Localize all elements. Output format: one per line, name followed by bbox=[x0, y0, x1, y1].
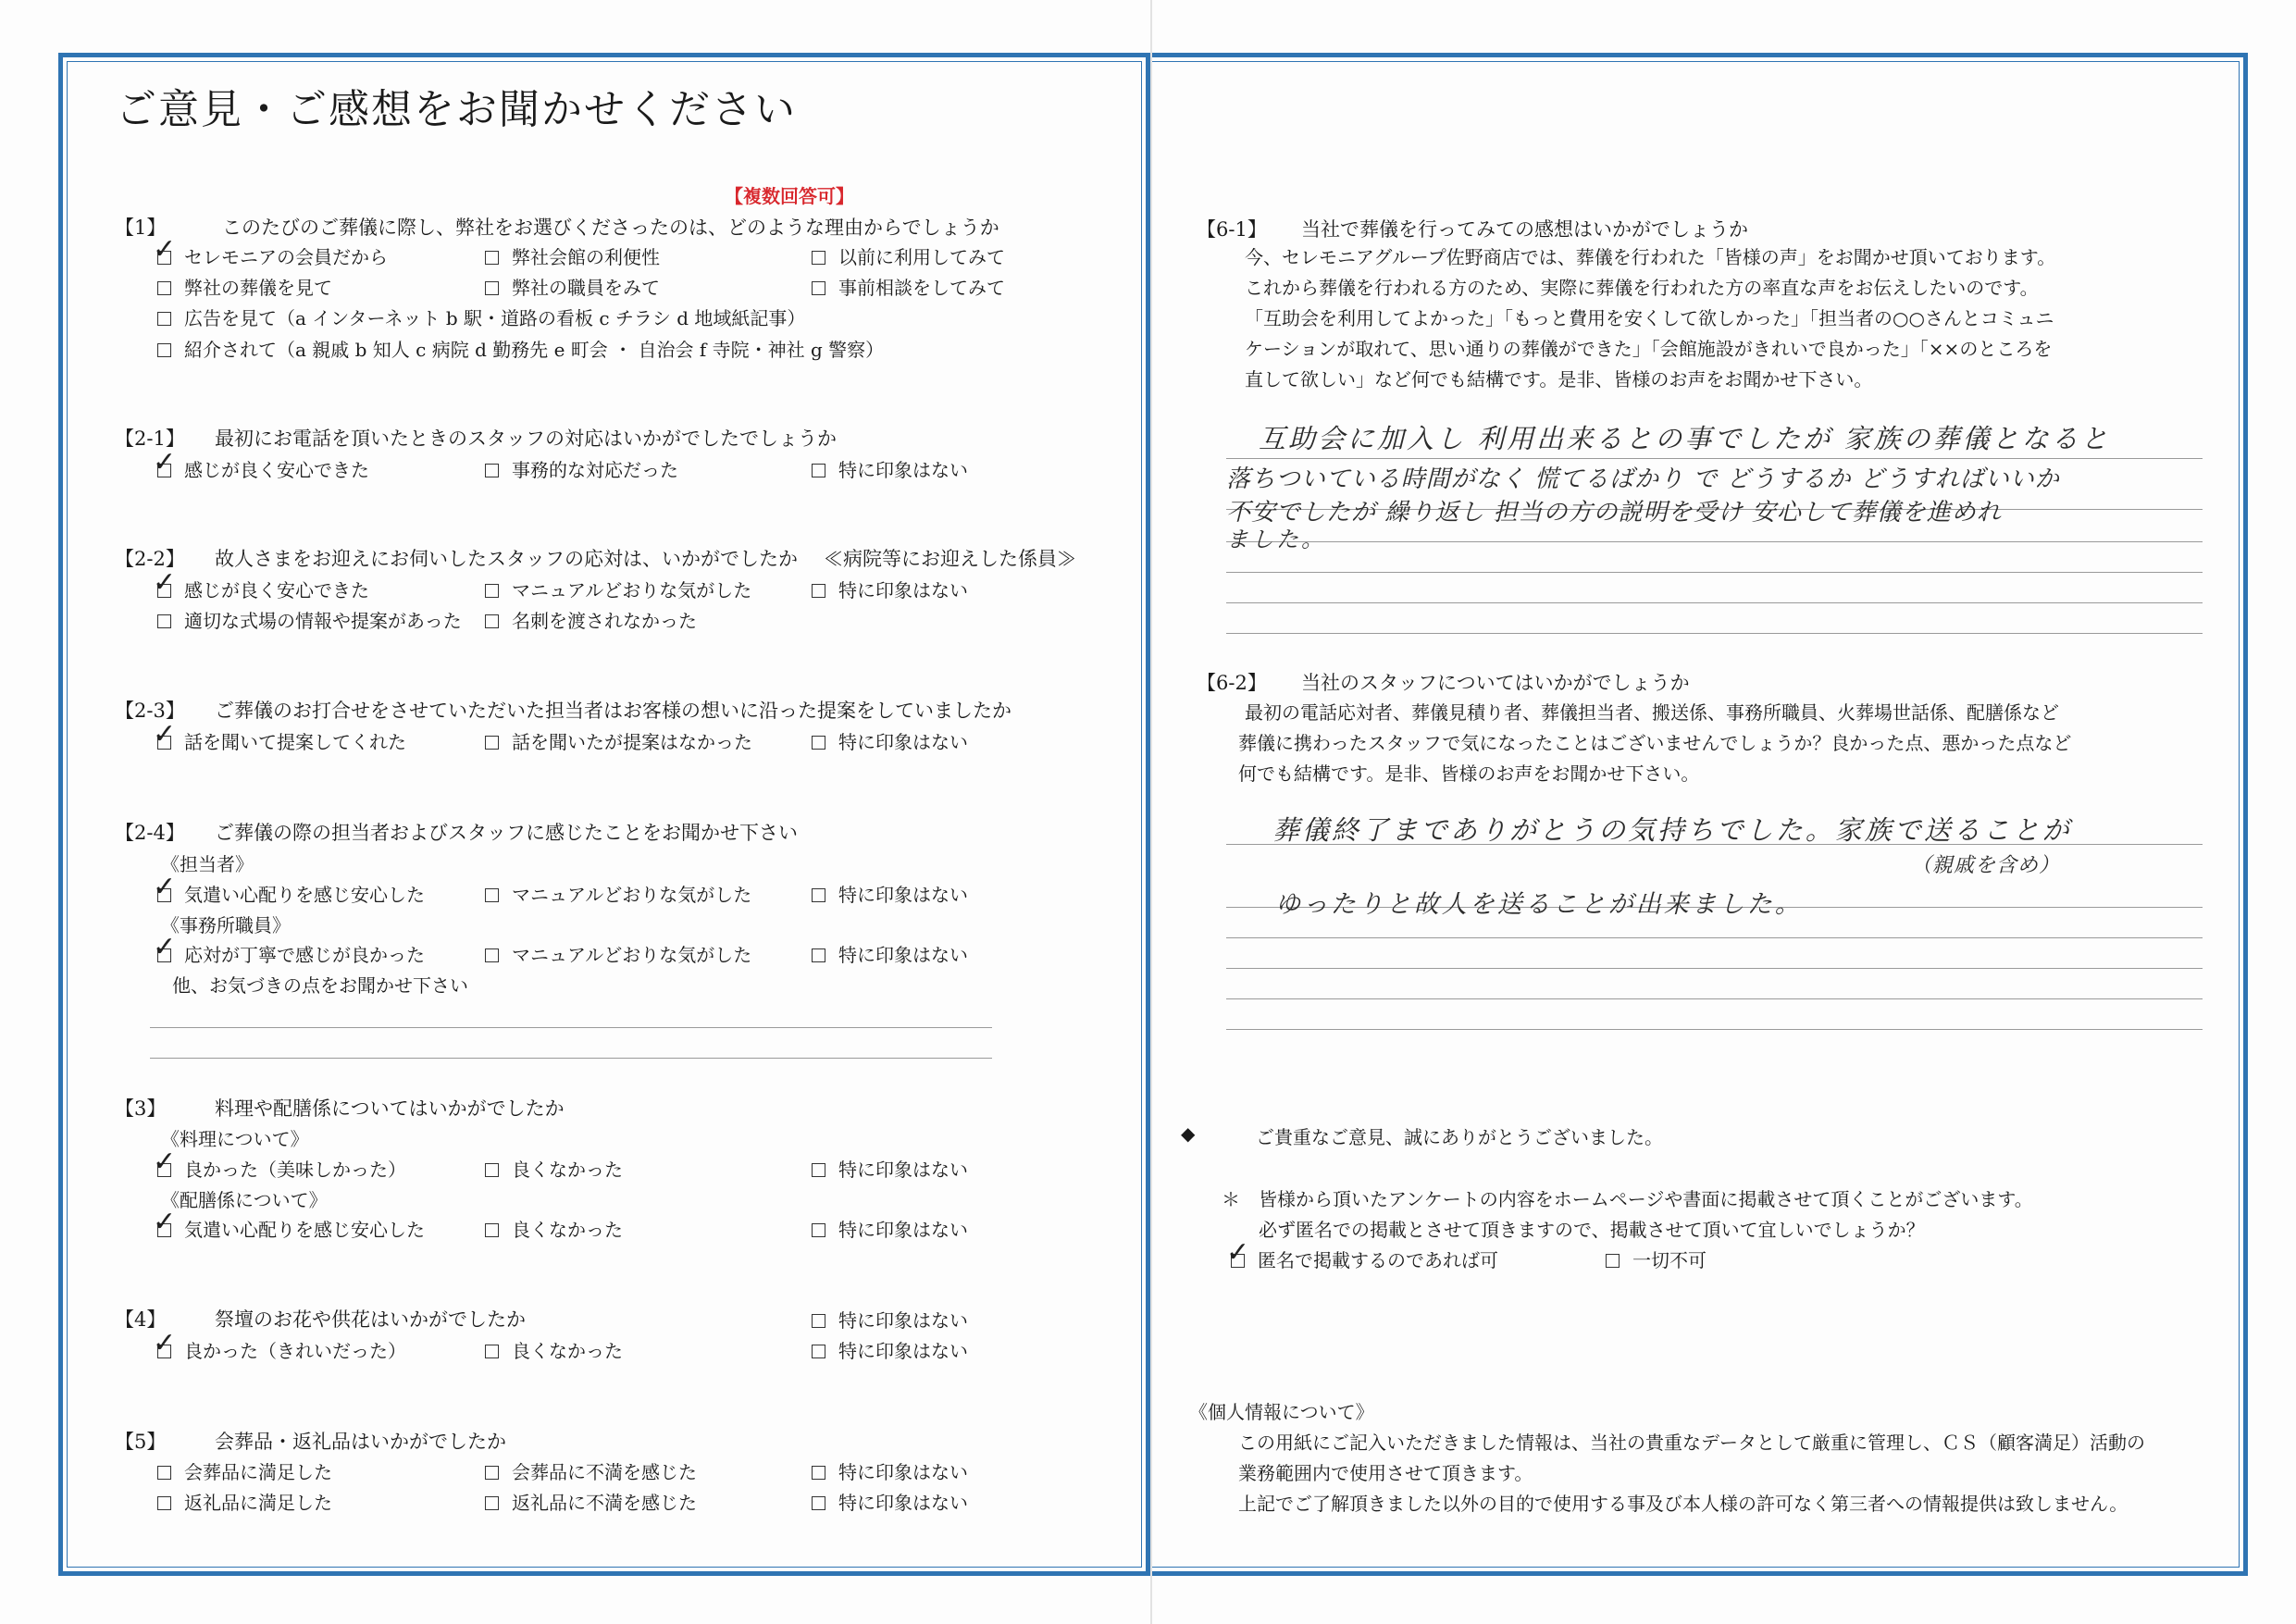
checkbox[interactable] bbox=[485, 464, 499, 477]
q2-2-question: 故人さまをお迎えにお伺いしたスタッフの応対は、いかがでしたか bbox=[215, 548, 798, 570]
checkbox[interactable] bbox=[157, 343, 171, 357]
q6-2-paragraph-3: 何でも結構です。是非、皆様のお声をお聞かせ下さい。 bbox=[1238, 762, 1700, 785]
checkbox[interactable] bbox=[812, 464, 825, 477]
checkbox[interactable] bbox=[153, 446, 177, 478]
q6-2-handwritten-line-1: 葬儀終了までありがとうの気持ちでした。家族で送ることが bbox=[1272, 814, 2072, 846]
q6-1-paragraph-5: 直して欲しい」など何でも結構です。是非、皆様のお声をお聞かせ下さい。 bbox=[1245, 368, 1873, 391]
q5-option-6[interactable]: 特に印象はない bbox=[812, 1488, 968, 1515]
checkbox[interactable] bbox=[153, 931, 177, 963]
q2-3-number: 【2-3】 bbox=[115, 700, 185, 722]
checkbox[interactable] bbox=[153, 566, 177, 599]
checkbox[interactable] bbox=[485, 1345, 499, 1358]
q2-4-sub1-option-3[interactable]: 特に印象はない bbox=[812, 880, 968, 907]
checkbox[interactable] bbox=[812, 1223, 825, 1237]
q4-option-3[interactable]: 良くなかった bbox=[485, 1336, 623, 1363]
q2-4-sub1-option-1[interactable]: ✓ 気遣い心配りを感じ安心した bbox=[153, 871, 425, 906]
q5-question: 会葬品・返礼品はいかがでしたか bbox=[215, 1431, 506, 1453]
q4-option-2[interactable]: ✓ 良かった（きれいだった） bbox=[153, 1327, 406, 1362]
checkbox[interactable] bbox=[157, 614, 171, 628]
q6-2-paragraph-2: 葬儀に携わったスタッフで気になったことはございませんでしょうか？良かった点、悪かった点など bbox=[1238, 732, 2072, 754]
answer-line[interactable] bbox=[1226, 602, 2203, 603]
q2-4-sub2-option-1[interactable]: ✓ 応対が丁寧で感じが良かった bbox=[153, 931, 425, 966]
checkbox[interactable] bbox=[157, 1466, 171, 1480]
checkbox[interactable] bbox=[812, 948, 825, 962]
q1-option-2[interactable]: 弊社会館の利便性 bbox=[485, 242, 660, 269]
q2-2-option-2[interactable]: マニュアルどおりな気がした bbox=[485, 576, 751, 602]
q6-1-question: 当社で葬儀を行ってみての感想はいかがでしょうか bbox=[1301, 218, 1748, 241]
checkbox[interactable] bbox=[157, 312, 171, 326]
q6-2-paragraph-1: 最初の電話応対者、葬儀見積り者、葬儀担当者、搬送係、事務所職員、火葬場世話係、配膳係など bbox=[1245, 701, 2059, 724]
publish-notice-line-1: 皆様から頂いたアンケートの内容をホームページや書面に掲載させて頂くことがございます。 bbox=[1259, 1188, 2033, 1210]
checkbox[interactable] bbox=[485, 281, 499, 295]
checkmark-icon: ✓ bbox=[153, 931, 177, 963]
q3-question: 料理や配膳係についてはいかがでしたか bbox=[215, 1097, 565, 1120]
checkbox[interactable] bbox=[812, 1345, 825, 1358]
q6-1-paragraph-2: これから葬儀を行われる方のため、実際に葬儀を行われた方の率直な声をお伝えしたいのです。 bbox=[1245, 277, 2039, 299]
checkmark-icon: ✓ bbox=[153, 566, 177, 599]
checkbox[interactable] bbox=[153, 718, 177, 750]
q6-1-handwritten-line-2: 落ちついている時間がなく 慌てるばかり で どうするか どうすればいいか bbox=[1226, 465, 2060, 493]
q2-3-question: ご葬儀のお打合せをさせていただいた担当者はお客様の想いに沿った提案をしていましたか bbox=[215, 700, 1011, 722]
q2-4-other-prompt: 他、お気づきの点をお聞かせ下さい bbox=[172, 974, 468, 997]
diamond-bullet-icon: ◆ bbox=[1181, 1122, 1196, 1145]
checkbox[interactable] bbox=[485, 1466, 499, 1480]
publish-option-anonymous[interactable]: ✓ 匿名で掲載するのであれば可 bbox=[1226, 1236, 1498, 1271]
q3-sub2-option-3[interactable]: 特に印象はない bbox=[812, 1215, 968, 1242]
q2-4-sub1: 《担当者》 bbox=[161, 853, 254, 875]
q2-4-question: ご葬儀の際の担当者およびスタッフに感じたことをお聞かせ下さい bbox=[215, 822, 798, 844]
checkmark-icon: ✓ bbox=[153, 446, 177, 478]
q2-1-option-2[interactable]: 事務的な対応だった bbox=[485, 455, 678, 482]
checkbox[interactable] bbox=[153, 1146, 177, 1178]
checkbox[interactable] bbox=[812, 1466, 825, 1480]
answer-line[interactable] bbox=[1226, 998, 2203, 999]
q1-option-4[interactable]: 弊社の葬儀を見て bbox=[157, 273, 332, 300]
q2-2-option-3[interactable]: 特に印象はない bbox=[812, 576, 968, 602]
q2-4-sub2-option-3[interactable]: 特に印象はない bbox=[812, 940, 968, 967]
checkmark-icon: ✓ bbox=[153, 718, 177, 750]
q5-option-1[interactable]: 会葬品に満足した bbox=[157, 1457, 332, 1484]
q3-sub2-option-1[interactable]: ✓ 気遣い心配りを感じ安心した bbox=[153, 1206, 425, 1241]
checkmark-icon: ✓ bbox=[153, 871, 177, 903]
privacy-line-1: この用紙にご記入いただきました情報は、当社の貴重なデータとして厳重に管理し、ＣＳ（顧客満足）活動の bbox=[1238, 1432, 2145, 1454]
q5-option-3[interactable]: 特に印象はない bbox=[812, 1457, 968, 1484]
checkbox[interactable] bbox=[812, 1163, 825, 1177]
answer-line[interactable] bbox=[1226, 458, 2203, 459]
checkmark-icon: ✓ bbox=[153, 1146, 177, 1178]
checkbox[interactable] bbox=[485, 1163, 499, 1177]
q3-number: 【3】 bbox=[115, 1097, 167, 1120]
checkbox[interactable] bbox=[153, 871, 177, 903]
checkbox[interactable] bbox=[812, 1496, 825, 1510]
privacy-line-2: 業務範囲内で使用させて頂きます。 bbox=[1238, 1462, 1533, 1484]
q4-number: 【4】 bbox=[115, 1308, 167, 1331]
q5-option-2[interactable]: 会葬品に不満を感じた bbox=[485, 1457, 697, 1484]
checkbox[interactable] bbox=[812, 281, 825, 295]
q1-option-7[interactable]: 広告を見て（a インターネット b 駅・道路の看板 c チラシ d 地域紙記事） bbox=[157, 304, 805, 330]
publish-option-refuse[interactable]: 一切不可 bbox=[1606, 1246, 1706, 1272]
checkbox[interactable] bbox=[1226, 1236, 1250, 1269]
checkbox[interactable] bbox=[485, 1223, 499, 1237]
checkmark-icon: ✓ bbox=[153, 1206, 177, 1238]
answer-line[interactable] bbox=[1226, 541, 2203, 542]
q6-1-paragraph-1: 今、セレモニアグループ佐野商店では、葬儀を行われた「皆様の声」をお聞かせ頂いております。 bbox=[1245, 246, 2056, 268]
checkbox[interactable] bbox=[485, 1496, 499, 1510]
checkbox[interactable] bbox=[812, 584, 825, 598]
q1-option-3[interactable]: 以前に利用してみて bbox=[812, 242, 1005, 269]
checkbox[interactable] bbox=[153, 1206, 177, 1238]
checkbox[interactable] bbox=[157, 281, 171, 295]
checkbox[interactable] bbox=[485, 736, 499, 750]
q5-option-4[interactable]: 返礼品に満足した bbox=[157, 1488, 332, 1515]
q2-1-question: 最初にお電話を頂いたときのスタッフの対応はいかがでしたでしょうか bbox=[215, 428, 837, 450]
checkbox[interactable] bbox=[485, 948, 499, 962]
q1-option-6[interactable]: 事前相談をしてみて bbox=[812, 273, 1005, 300]
checkmark-icon: ✓ bbox=[153, 233, 177, 266]
q3-sub1-option-3[interactable]: 特に印象はない bbox=[812, 1155, 968, 1182]
publish-notice-line-2: 必ず匿名での掲載とさせて頂きますので、掲載させて頂いて宜しいでしょうか？ bbox=[1259, 1219, 1925, 1241]
privacy-line-3: 上記でご了解頂きました以外の目的で使用する事及び本人様の許可なく第三者への情報提供は致しません。 bbox=[1238, 1493, 2128, 1515]
q1-option-1[interactable]: ✓ セレモニアの会員だから bbox=[153, 233, 388, 268]
answer-line[interactable] bbox=[1226, 968, 2203, 969]
q6-2-number: 【6-2】 bbox=[1197, 672, 1267, 694]
q3-sub1-option-2[interactable]: 良くなかった bbox=[485, 1155, 623, 1182]
multiple-answer-note: 【複数回答可】 bbox=[725, 185, 854, 207]
q2-4-number: 【2-4】 bbox=[115, 822, 185, 844]
q2-1-option-1[interactable]: ✓ 感じが良く安心できた bbox=[153, 446, 369, 481]
q6-1-paragraph-4: ケーションが取れて、思い通りの葬儀ができた」「会館施設がきれいで良かった」「××のところを bbox=[1245, 338, 2053, 360]
answer-line[interactable] bbox=[1226, 1029, 2203, 1030]
q2-2-number: 【2-2】 bbox=[115, 548, 185, 570]
checkbox[interactable] bbox=[485, 251, 499, 265]
q4-question: 祭壇のお花や供花はいかがでしたか bbox=[215, 1308, 526, 1331]
thanks-message: ご貴重なご意見、誠にありがとうございました。 bbox=[1256, 1126, 1663, 1148]
q6-2-handwritten-line-2: ゆったりと故人を送ることが出来ました。 bbox=[1275, 890, 1803, 919]
page-title: ご意見・ご感想をお聞かせください bbox=[116, 86, 797, 133]
checkmark-icon: ✓ bbox=[1226, 1236, 1250, 1269]
q2-3-option-2[interactable]: 話を聞いたが提案はなかった bbox=[485, 727, 752, 754]
checkbox[interactable] bbox=[812, 888, 825, 902]
q3-sub1-option-1[interactable]: ✓ 良かった（美味しかった） bbox=[153, 1146, 406, 1181]
answer-line[interactable] bbox=[1226, 572, 2203, 573]
q3-sub1: 《料理について》 bbox=[161, 1128, 309, 1150]
checkbox[interactable] bbox=[812, 1314, 825, 1328]
q2-3-option-1[interactable]: ✓ 話を聞いて提案してくれた bbox=[153, 718, 406, 753]
q1-option-5[interactable]: 弊社の職員をみて bbox=[485, 273, 660, 300]
checkbox[interactable] bbox=[485, 584, 499, 598]
checkbox[interactable] bbox=[812, 251, 825, 265]
q6-2-handwritten-note: （親戚を含め） bbox=[1911, 854, 2061, 877]
checkbox[interactable] bbox=[485, 888, 499, 902]
q5-option-5[interactable]: 返礼品に不満を感じた bbox=[485, 1488, 697, 1515]
q1-number: 【1】 bbox=[115, 217, 167, 239]
q6-1-handwritten-line-1: 互助会に加入し 利用出来るとの事でしたが 家族の葬儀となると bbox=[1259, 423, 2111, 454]
q6-1-handwritten-line-3: 不安でしたが 繰り返し 担当の方の説明を受け 安心して葬儀を進めれ bbox=[1226, 499, 2002, 527]
q2-2-option-1[interactable]: ✓ 感じが良く安心できた bbox=[153, 566, 369, 601]
q2-1-option-3[interactable]: 特に印象はない bbox=[812, 455, 968, 482]
q5-number: 【5】 bbox=[115, 1431, 167, 1453]
checkmark-icon: ✓ bbox=[153, 1327, 177, 1359]
checkbox[interactable] bbox=[485, 614, 499, 628]
q6-1-number: 【6-1】 bbox=[1197, 218, 1267, 241]
q6-2-question: 当社のスタッフについてはいかがでしょうか bbox=[1301, 672, 1690, 694]
privacy-title: 《個人情報について》 bbox=[1189, 1401, 1374, 1423]
checkbox[interactable] bbox=[812, 736, 825, 750]
asterisk-icon: ＊ bbox=[1222, 1188, 1240, 1210]
q3-sub2-option-2[interactable]: 良くなかった bbox=[485, 1215, 623, 1242]
q3-sub2: 《配膳係について》 bbox=[161, 1189, 328, 1211]
checkbox[interactable] bbox=[1606, 1254, 1620, 1268]
q2-3-option-3[interactable]: 特に印象はない bbox=[812, 727, 968, 754]
q2-1-number: 【2-1】 bbox=[115, 428, 185, 450]
checkbox[interactable] bbox=[153, 233, 177, 266]
q4-option-1[interactable]: 特に印象はない bbox=[812, 1306, 968, 1333]
q2-4-sub1-option-2[interactable]: マニュアルどおりな気がした bbox=[485, 880, 751, 907]
answer-line[interactable] bbox=[150, 1027, 992, 1028]
q6-1-paragraph-3: 「互助会を利用してよかった」「もっと費用を安くして欲しかった」「担当者の○○さんとコミュニ bbox=[1245, 307, 2054, 329]
q2-2-option-5[interactable]: 名刺を渡されなかった bbox=[485, 606, 697, 633]
checkbox[interactable] bbox=[157, 1496, 171, 1510]
checkbox[interactable] bbox=[153, 1327, 177, 1359]
answer-line[interactable] bbox=[1226, 633, 2203, 634]
q4-option-4[interactable]: 特に印象はない bbox=[812, 1336, 968, 1363]
q2-4-sub2-option-2[interactable]: マニュアルどおりな気がした bbox=[485, 940, 751, 967]
q2-2-note: ≪病院等にお迎えした係員≫ bbox=[824, 548, 1076, 570]
q1-question: このたびのご葬儀に際し、弊社をお選びくださったのは、どのような理由からでしょうか bbox=[222, 217, 999, 239]
answer-line[interactable] bbox=[1226, 937, 2203, 938]
q2-4-sub2: 《事務所職員》 bbox=[161, 914, 291, 936]
q2-2-option-4[interactable]: 適切な式場の情報や提案があった bbox=[157, 606, 462, 633]
answer-line[interactable] bbox=[150, 1058, 992, 1059]
q6-1-handwritten-line-4: ました。 bbox=[1226, 527, 1326, 552]
q1-option-8[interactable]: 紹介されて（a 親戚 b 知人 c 病院 d 勤務先 e 町会 ・ 自治会 f 寺院・神社 g 警察） bbox=[157, 335, 884, 362]
